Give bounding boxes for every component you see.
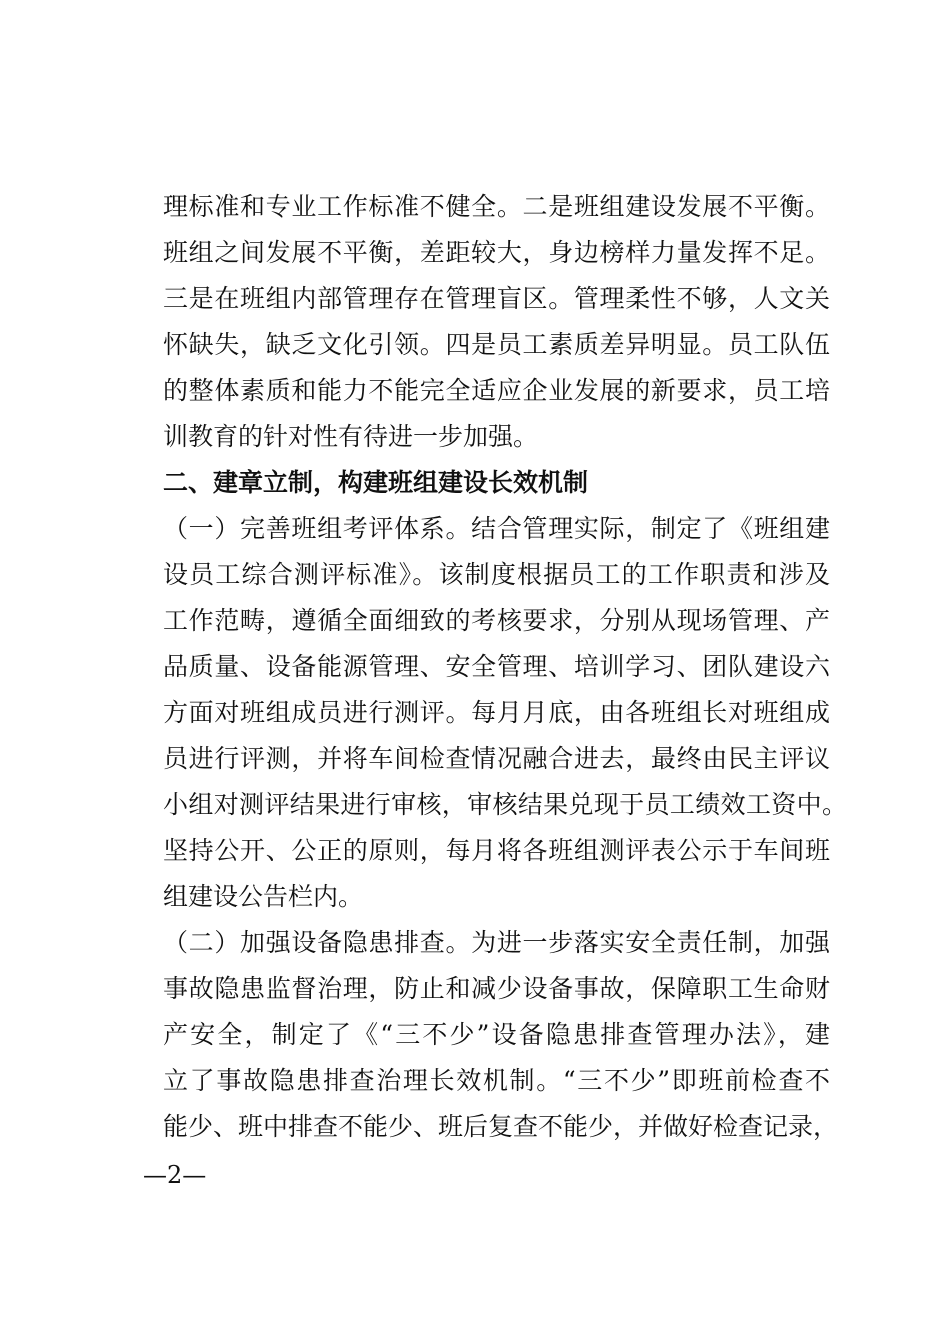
body-text-line: 理标准和专业工作标准不健全。二是班组建设发展不平衡。 — [163, 192, 830, 221]
body-text-line: 坚持公开、公正的原则，每月将各班组测评表公示于车间班 — [163, 836, 830, 865]
body-text-line: 小组对测评结果进行审核，审核结果兑现于员工绩效工资中。 — [163, 790, 847, 819]
body-text-line: 事故隐患监督治理，防止和减少设备事故，保障职工生命财 — [163, 974, 830, 1003]
page-number: —2— — [143, 1161, 207, 1189]
body-text-line: 产安全，制定了《“三不少”设备隐患排查管理办法》，建 — [163, 1020, 830, 1049]
body-text-line: 方面对班组成员进行测评。每月月底，由各班组长对班组成 — [163, 698, 830, 727]
body-text-line: 设员工综合测评标准》。该制度根据员工的工作职责和涉及 — [163, 560, 830, 589]
body-text-line: 怀缺失，缺乏文化引领。四是员工素质差异明显。员工队伍 — [163, 330, 830, 359]
body-text-line: 三是在班组内部管理存在管理盲区。管理柔性不够，人文关 — [163, 284, 830, 313]
body-text-line: 工作范畴，遵循全面细致的考核要求，分别从现场管理、产 — [163, 606, 830, 635]
section-heading: 二、建章立制，构建班组建设长效机制 — [163, 468, 589, 497]
body-text-line: 员进行评测，并将车间检查情况融合进去，最终由民主评议 — [163, 744, 830, 773]
body-text-line: 的整体素质和能力不能完全适应企业发展的新要求，员工培 — [163, 376, 830, 405]
subsection-heading-line: （一）完善班组考评体系。结合管理实际，制定了《班组建 — [163, 514, 830, 543]
body-text-line: 组建设公告栏内。 — [163, 882, 364, 911]
body-text-line: 班组之间发展不平衡，差距较大，身边榜样力量发挥不足。 — [163, 238, 830, 267]
body-text-line: 立了事故隐患排查治理长效机制。“三不少”即班前检查不 — [163, 1066, 830, 1095]
body-text-line: 训教育的针对性有待进一步加强。 — [163, 422, 539, 451]
subsection-heading-line: （二）加强设备隐患排查。为进一步落实安全责任制，加强 — [163, 928, 830, 957]
body-text-line: 能少、班中排查不能少、班后复查不能少，并做好检查记录， — [163, 1112, 839, 1141]
body-text-line: 品质量、设备能源管理、安全管理、培训学习、团队建设六 — [163, 652, 830, 681]
